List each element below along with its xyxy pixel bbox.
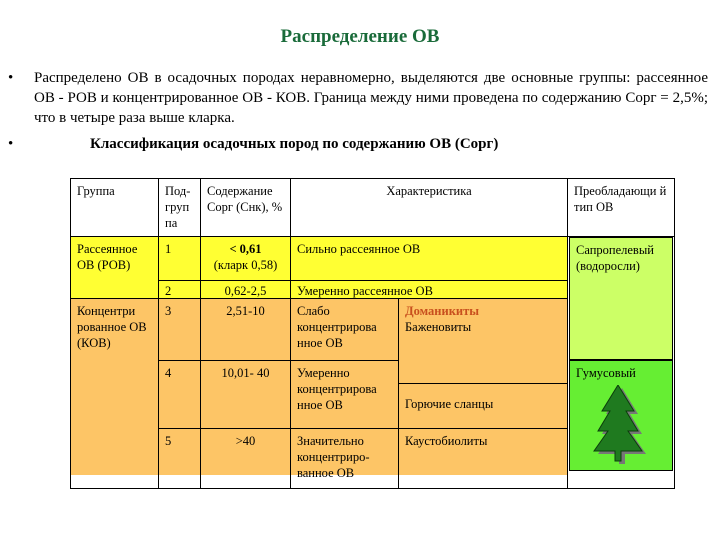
characteristic-cell: Значительно концентриро-ванное ОВ (290, 428, 399, 489)
content-cell: >40 (200, 428, 291, 489)
characteristic-cell: Умеренно рассеянное ОВ (290, 280, 568, 299)
content-cell: 10,01- 40 (200, 360, 291, 429)
characteristic-cell: Слабо концентрирова нное ОВ (290, 298, 399, 361)
content-cell (200, 236, 291, 281)
rock-domanikity: Доманикиты (405, 304, 479, 318)
header-subgroup: Под-груп па (158, 178, 201, 237)
group-kov: Концентри рованное ОВ (КОВ) (70, 298, 159, 489)
bullet-icon: • (8, 136, 14, 152)
rocks-cell (398, 298, 568, 384)
rock-kaustobiolity: Каустобиолиты (398, 428, 568, 489)
header-characteristic: Характеристика (290, 178, 568, 237)
subgroup-cell: 3 (158, 298, 201, 361)
header-type: Преобладающи й тип ОВ (567, 178, 675, 237)
subgroup-cell: 2 (158, 280, 201, 299)
type-sapropel: Сапропелевый (водоросли) (569, 237, 673, 360)
rock-oil-shale: Горючие сланцы (398, 383, 568, 429)
bullet-icon: • (8, 70, 14, 86)
tree-icon (592, 385, 652, 465)
content-cell: 2,51-10 (200, 298, 291, 361)
subgroup-cell: 1 (158, 236, 201, 281)
type-humus (569, 360, 673, 471)
rock-bazhenovity: Баженовиты (405, 320, 472, 334)
subgroup-cell: 4 (158, 360, 201, 429)
type-humus-label: Гумусовый (576, 366, 636, 380)
characteristic-cell: Сильно рассеянное ОВ (290, 236, 568, 281)
content-cell: 0,62-2,5 (200, 280, 291, 299)
bullet-heading: Классификация осадочных пород по содержанию ОВ (Сорг) (90, 136, 499, 152)
header-group: Группа (70, 178, 159, 237)
content-note: (кларк 0,58) (213, 258, 278, 272)
bullet-text: Распределено ОВ в осадочных породах неравномерно, выделяются две основные группы: рассеянное ОВ - РОВ и концентрированное ОВ - КОВ. Граница между ними проведена по содержанию Сорг = 2,5%; что в четыре раза выше кларка. (34, 70, 708, 126)
group-rov: Рассеянное ОВ (РОВ) (70, 236, 159, 299)
characteristic-cell: Умеренно концентрирова нное ОВ (290, 360, 399, 429)
subgroup-cell: 5 (158, 428, 201, 489)
page-title: Распределение ОВ (280, 26, 440, 47)
header-content: Содержание Сорг (Снк), % (200, 178, 291, 237)
content-value: < 0,61 (229, 242, 262, 256)
